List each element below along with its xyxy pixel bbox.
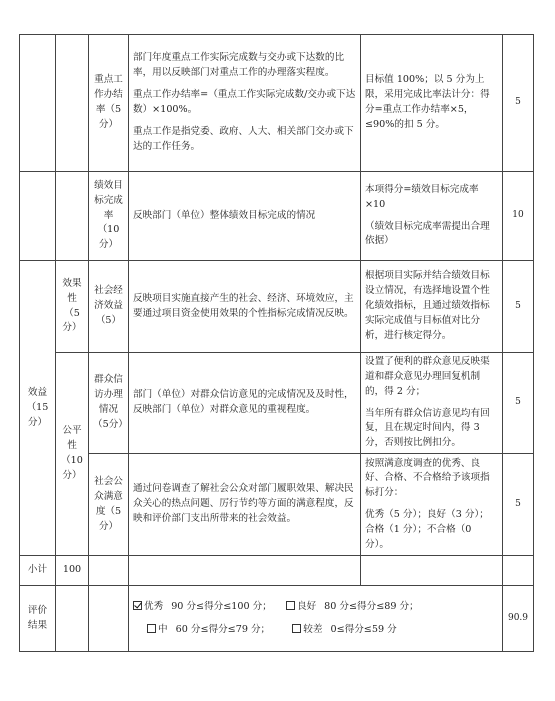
- evaluation-label: 评价结果: [20, 586, 56, 652]
- option-range: 80 分≤得分≤89 分；: [324, 600, 419, 612]
- subtotal-label: 小计: [20, 556, 56, 586]
- criteria-text: 按照满意度调查的优秀、良好、合格、不合格给予该项指标打分：: [365, 457, 490, 499]
- evaluation-options-cell: [129, 586, 503, 652]
- evaluation-score: 90.9: [503, 586, 534, 652]
- criteria-cell: [361, 172, 503, 261]
- option-range: 90 分≤得分≤100 分；: [171, 600, 272, 612]
- score-cell: 10: [503, 172, 534, 261]
- empty-cell: [56, 35, 89, 172]
- option-label: 较差: [303, 623, 323, 635]
- subcategory-cell: 公平性（10分）: [56, 353, 89, 556]
- evaluation-line: [133, 619, 498, 642]
- criteria-cell: [361, 454, 503, 556]
- criteria-cell: 根据项目实际并结合绩效目标设立情况，有选择地设置个性化绩效指标，且通过绩效指标实际完成值与目标值对比分析，进行核定得分。: [361, 261, 503, 353]
- empty-cell: [361, 556, 503, 586]
- table-row: [20, 454, 534, 556]
- indicator-cell: 群众信访办理情况（5分）: [89, 353, 129, 454]
- criteria-text: 当年所有群众信访意见均有回复，且在规定时间内，得 3 分，否则按比例扣分。: [365, 407, 490, 449]
- evaluation-line: [133, 596, 498, 619]
- evaluation-row: [20, 586, 534, 652]
- empty-cell: [56, 172, 89, 261]
- subtotal-value: 100: [56, 556, 89, 586]
- description-text: 部门年度重点工作实际完成数与交办或下达数的比率，用以反映部门对重点工作的办理落实程度。: [133, 52, 345, 79]
- criteria-cell: 目标值 100%；以 5 分为上限，采用完成比率法计分：得分=重点工作办结率×5，≤90%的扣 5 分。: [361, 35, 503, 172]
- empty-cell: [20, 35, 56, 172]
- description-cell: 反映部门（单位）整体绩效目标完成的情况: [129, 172, 361, 261]
- option-label: 中: [158, 623, 168, 635]
- score-cell: 5: [503, 261, 534, 353]
- score-cell: 5: [503, 35, 534, 172]
- evaluation-table: [19, 34, 534, 652]
- category-cell: 效益（15分）: [20, 261, 56, 556]
- table-row: [20, 353, 534, 454]
- indicator-cell: 绩效目标完成率（10分）: [89, 172, 129, 261]
- criteria-cell: [361, 353, 503, 454]
- description-cell: 反映项目实施直接产生的社会、经济、环境效应，主要通过项目资金使用效果的个性指标完成情况反映。: [129, 261, 361, 353]
- empty-cell: [56, 586, 89, 652]
- table-row: [20, 261, 534, 353]
- description-cell: 通过问卷调查了解社会公众对部门履职效果、解决民众关心的热点问题、厉行节约等方面的满意程度，反映和评价部门支出所带来的社会效益。: [129, 454, 361, 556]
- checkbox-poor[interactable]: [292, 624, 301, 633]
- subtotal-row: [20, 556, 534, 586]
- criteria-text: 设置了便利的群众意见反映渠道和群众意见办理回复机制的，得 2 分；: [365, 356, 490, 397]
- option-label: 优秀: [144, 600, 164, 612]
- empty-cell: [89, 556, 129, 586]
- empty-cell: [89, 586, 129, 652]
- description-cell: [129, 35, 361, 172]
- description-text: 重点工作办结率=（重点工作实际完成数/交办或下达数）×100%。: [133, 89, 356, 115]
- criteria-text: 本项得分=绩效目标完成率×10: [365, 183, 479, 210]
- subcategory-cell: 效果性（5分）: [56, 261, 89, 353]
- indicator-cell: 社会公众满意度（5分）: [89, 454, 129, 556]
- empty-cell: [20, 172, 56, 261]
- checkbox-medium[interactable]: [147, 624, 156, 633]
- criteria-text: （绩效目标完成率需提出合理依据）: [365, 220, 490, 247]
- description-text: 重点工作是指党委、政府、人大、相关部门交办或下达的工作任务。: [133, 125, 354, 152]
- empty-cell: [129, 556, 361, 586]
- checkbox-excellent[interactable]: [133, 601, 142, 610]
- option-range: 60 分≤得分≤79 分；: [175, 623, 271, 635]
- criteria-text: 优秀（5 分）；良好（3 分）；合格（1 分）；不合格（0 分）。: [365, 509, 489, 550]
- option-range: 0≤得分≤59 分: [330, 623, 397, 635]
- table-row: [20, 35, 534, 172]
- score-cell: 5: [503, 454, 534, 556]
- checkbox-good[interactable]: [286, 601, 295, 610]
- empty-cell: [503, 556, 534, 586]
- score-cell: 5: [503, 353, 534, 454]
- table-row: [20, 172, 534, 261]
- description-cell: 部门（单位）对群众信访意见的完成情况及及时性，反映部门（单位）对群众意见的重视程度。: [129, 353, 361, 454]
- indicator-cell: 社会经济效益（5）: [89, 261, 129, 353]
- option-label: 良好: [296, 600, 317, 612]
- indicator-cell: 重点工作办结率（5分）: [89, 35, 129, 172]
